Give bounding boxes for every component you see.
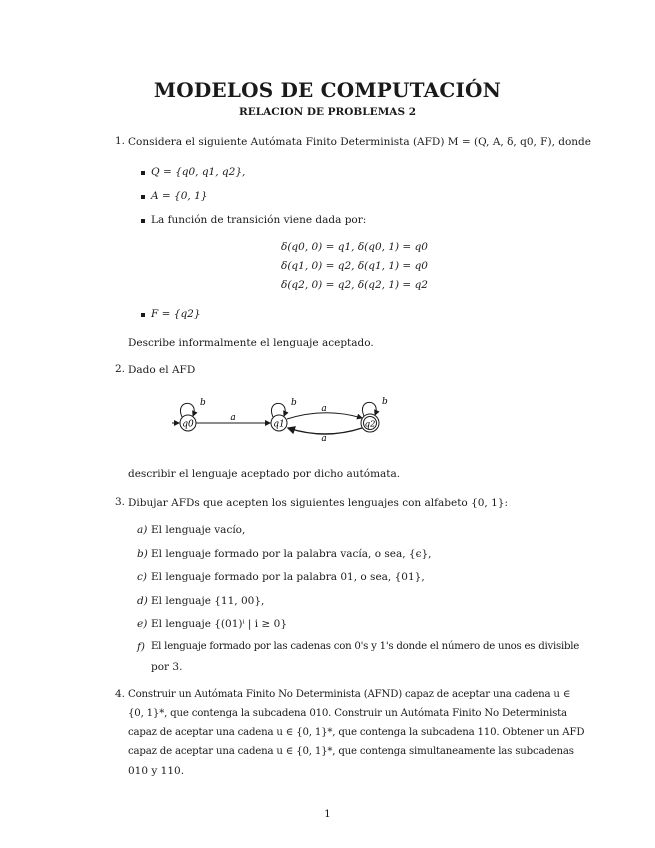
problem-3-intro: Dibujar AFDs que acepten los siguientes lenguajes con alfabeto {0, 1}:	[128, 497, 509, 509]
loop-q2-label: b	[382, 397, 388, 407]
problem-1-bullet-f: F = {q2}	[151, 308, 201, 320]
problem-1-closing: Describe informalmente el lenguaje aceptado.	[128, 337, 374, 349]
problem-3-item-f: El lenguaje formado por las cadenas con 0's y 1's donde el número de unos es divisible	[151, 641, 580, 652]
problem-3-item-e-mark: e)	[137, 618, 148, 630]
edge-q0-q1-label: a	[230, 413, 236, 423]
bullet-marker	[141, 219, 145, 223]
state-q1-label: q1	[273, 419, 285, 430]
problem-4-number: 4.	[115, 688, 126, 700]
state-q2-label: q2	[364, 419, 376, 430]
transition-row-q1: δ(q1, 0) = q2, δ(q1, 1) = q0	[281, 260, 428, 272]
edge-q2-q1-label: a	[321, 434, 327, 444]
problem-3-item-a-mark: a)	[137, 524, 148, 536]
automaton-diagram	[160, 385, 400, 445]
problem-2-number: 2.	[115, 363, 126, 375]
problem-4-line: 010 y 110.	[128, 765, 185, 777]
problem-2-intro: Dado el AFD	[128, 364, 196, 376]
transition-row-q2: δ(q2, 0) = q2, δ(q2, 1) = q2	[281, 279, 428, 291]
problem-4-line: capaz de aceptar una cadena u ∈ {0, 1}*, que contenga la subcadena 110. Obtener un AFD	[128, 727, 585, 738]
problem-3-item-b-mark: b)	[137, 548, 148, 560]
loop-q0-label: b	[200, 398, 206, 408]
page-title: MODELOS DE COMPUTACIÓN	[153, 78, 502, 102]
bullet-marker	[141, 171, 145, 175]
page-number: 1	[324, 808, 331, 820]
loop-q1-label: b	[291, 398, 297, 408]
problem-3-item-a: El lenguaje vacío,	[151, 524, 246, 536]
problem-1-intro: Considera el siguiente Autómata Finito Determinista (AFD) M = (Q, A, δ, q0, F), donde	[128, 136, 591, 148]
problem-4-line: {0, 1}*, que contenga la subcadena 010. Construir un Autómata Finito No Determinista	[128, 708, 567, 719]
page-subtitle: RELACION DE PROBLEMAS 2	[238, 106, 417, 118]
problem-3-item-c: El lenguaje formado por la palabra 01, o sea, {01},	[151, 571, 425, 583]
edge-q1-q2-label: a	[321, 404, 327, 414]
state-q1	[271, 415, 287, 431]
problem-4-line: Construir un Autómata Finito No Determinista (AFND) capaz de aceptar una cadena u ∈	[128, 689, 571, 700]
bullet-marker	[141, 195, 145, 199]
problem-3-item-f-cont: por 3.	[151, 661, 183, 673]
problem-1-bullet-a: A = {0, 1}	[151, 190, 208, 202]
problem-1-bullet-q: Q = {q0, q1, q2},	[151, 166, 246, 178]
problem-3-item-b: El lenguaje formado por la palabra vacía, o sea, {ϵ},	[151, 548, 432, 560]
state-q0-label: q0	[182, 419, 194, 430]
problem-3-item-d-mark: d)	[137, 595, 148, 607]
bullet-marker	[141, 313, 145, 317]
problem-3-item-d: El lenguaje {11, 00},	[151, 595, 265, 607]
problem-3-item-f-mark: f)	[137, 641, 145, 653]
transition-row-q0: δ(q0, 0) = q1, δ(q0, 1) = q0	[281, 241, 428, 253]
state-q2-accepting	[361, 414, 379, 432]
problem-3-item-c-mark: c)	[137, 571, 147, 583]
problem-3-number: 3.	[115, 496, 126, 508]
problem-1-bullet-delta: La función de transición viene dada por:	[151, 214, 367, 226]
state-q0	[180, 415, 196, 431]
problem-2-closing: describir el lenguaje aceptado por dicho autómata.	[128, 468, 401, 480]
problem-4-line: capaz de aceptar una cadena u ∈ {0, 1}*, que contenga simultaneamente las subcadenas	[128, 746, 574, 757]
problem-1-number: 1.	[115, 135, 126, 147]
problem-3-item-e: El lenguaje {(01)ⁱ | i ≥ 0}	[151, 618, 287, 630]
